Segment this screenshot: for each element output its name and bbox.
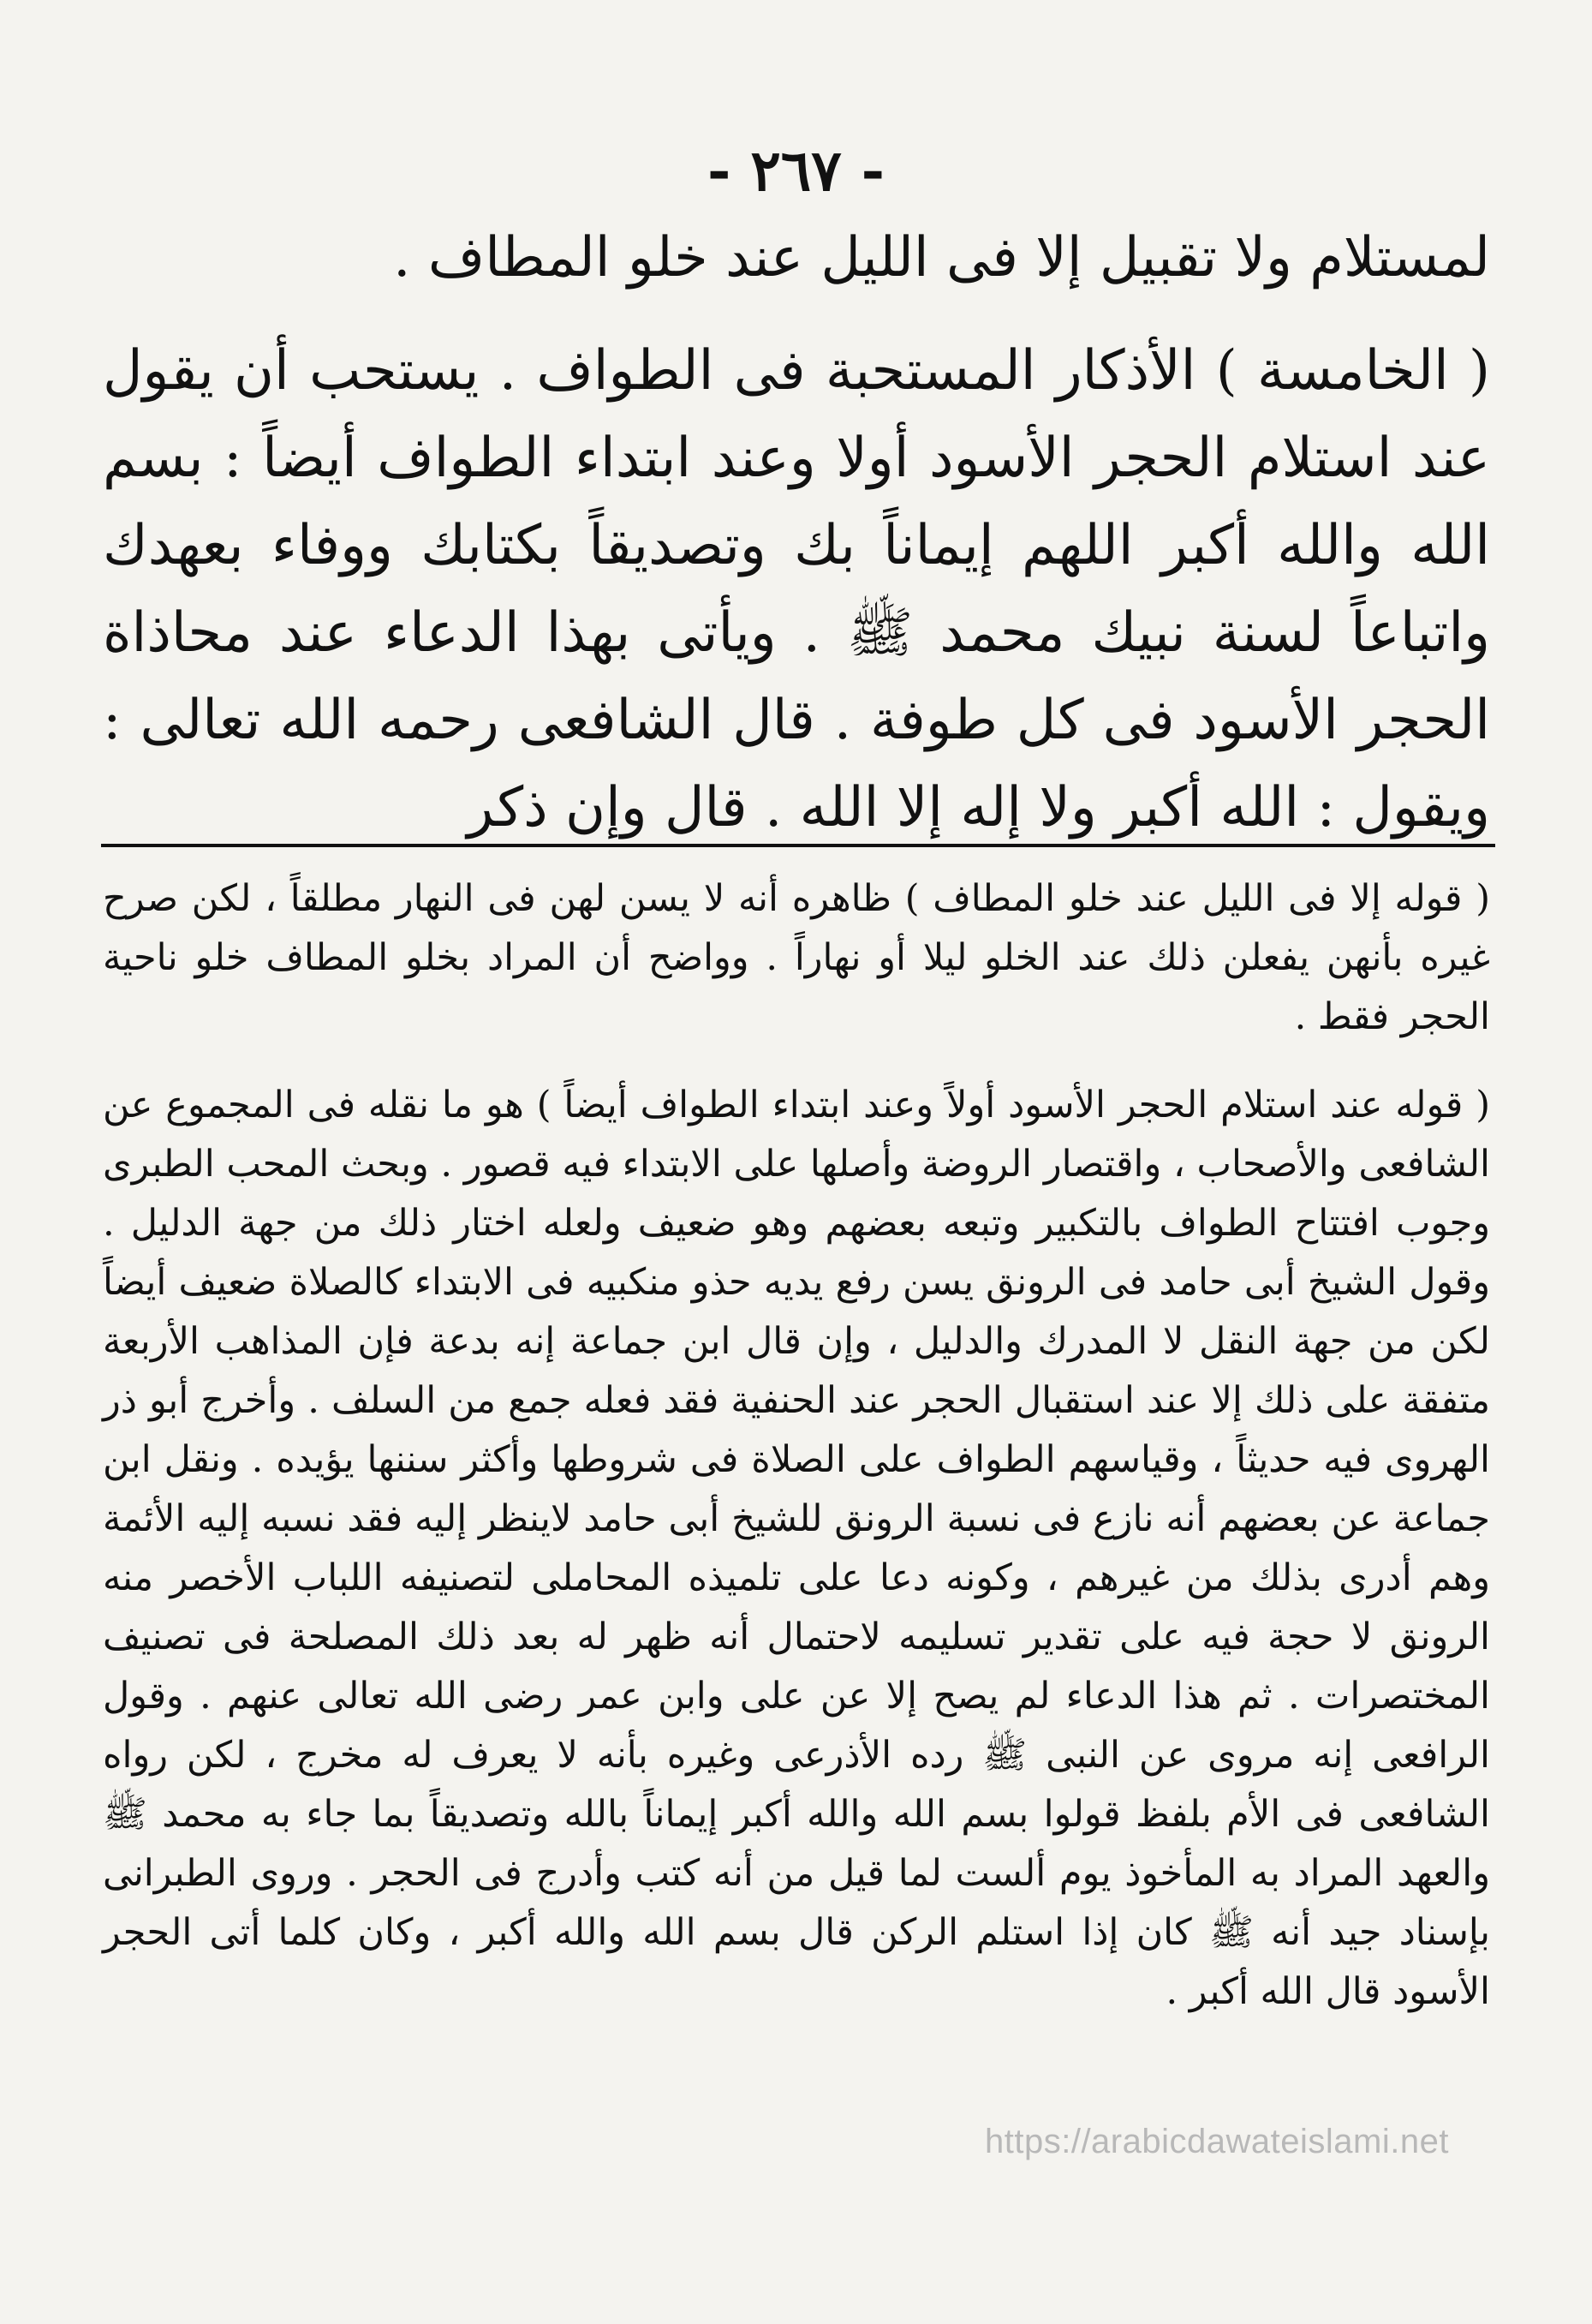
main-text (103, 214, 1490, 851)
main-text-paragraph-2: ( الخامسة ) الأذكار المستحبة فى الطواف . يستحب أن يقول عند استلام الحجر الأسود أولا وعند ابتداء الطواف أيضاً : بسم الله والله أكبر اللهم إيماناً بك وتصديقاً بكتابك ووفاء بعهدك واتباعاً لسنة نبيك محمد ﷺ . ويأتى بهذا الدعاء عند محاذاة الحجر الأسود فى كل طوفة . قال الشافعى رحمه الله تعالى : ويقول : الله أكبر ولا إله إلا الله . قال وإن ذكر (103, 339, 1490, 839)
main-text-line-1: لمستلام ولا تقبيل إلا فى الليل عند خلو المطاف . (393, 226, 1490, 290)
footnote-1: ( قوله إلا فى الليل عند خلو المطاف ) ظاهره أنه لا يسن لهن فى النهار مطلقاً ، لكن صرح غيره بأنهن يفعلن ذلك عند الخلو ليلا أو نهاراً . وواضح أن المراد بخلو المطاف خلو ناحية الحجر فقط . (103, 877, 1490, 1038)
watermark-url: https://arabicdawateislami.net (985, 2123, 1449, 2160)
footnotes (103, 869, 1490, 2022)
footnote-2: ( قوله عند استلام الحجر الأسود أولاً وعند ابتداء الطواف أيضاً ) هو ما نقله فى المجموع عن الشافعى والأصحاب ، واقتصار الروضة وأصلها على الابتداء فيه قصور . وبحث المحب الطبرى وجوب افتتاح الطواف بالتكبير وتبعه بعضهم وهو ضعيف ولعله اختار ذلك من جهة الدليل . وقول الشيخ أبى حامد فى الرونق يسن رفع يديه حذو منكبيه فى الابتداء كالصلاة ضعيف أيضاً لكن من جهة النقل لا المدرك والدليل ، وإن قال ابن جماعة إنه بدعة فإن المذاهب الأربعة متفقة على ذلك إلا عند استقبال الحجر عند الحنفية فقد فعله جمع من السلف . وأخرج أبو ذر الهروى فيه حديثاً ، وقياسهم الطواف على الصلاة فى شروطها وأكثر سننها يؤيده . ونقل ابن جماعة عن بعضهم أنه نازع فى نسبة الرونق للشيخ أبى حامد لاينظر إليه فقد نسبه إليه الأئمة وهم أدرى بذلك من غيرهم ، وكونه دعا على تلميذه المحاملى لتصنيفه اللباب الأخصر منه الرونق لا حجة فيه على تقدير تسليمه لاحتمال أنه ظهر له بعد ذلك المصلحة فى تصنيف المختصرات . ثم هذا الدعاء لم يصح إلا عن على وابن عمر رضى الله تعالى عنهم . وقول الرافعى إنه مروى عن النبى ﷺ رده الأذرعى وغيره بأنه لا يعرف له مخرج ، لكن رواه الشافعى فى الأم بلفظ قولوا بسم الله والله أكبر إيماناً بالله وتصديقاً بما جاء به محمد ﷺ والعهد المراد به المأخوذ يوم ألست لما قيل من أنه كتب وأدرج فى الحجر . وروى الطبرانى بإسناد جيد أنه ﷺ كان إذا استلم الركن قال بسم الله والله أكبر ، وكان كلما أتى الحجر الأسود قال الله أكبر . (103, 1084, 1490, 2013)
footnote-divider (101, 844, 1495, 847)
page-number: - ٢٦٧ - (707, 137, 885, 204)
